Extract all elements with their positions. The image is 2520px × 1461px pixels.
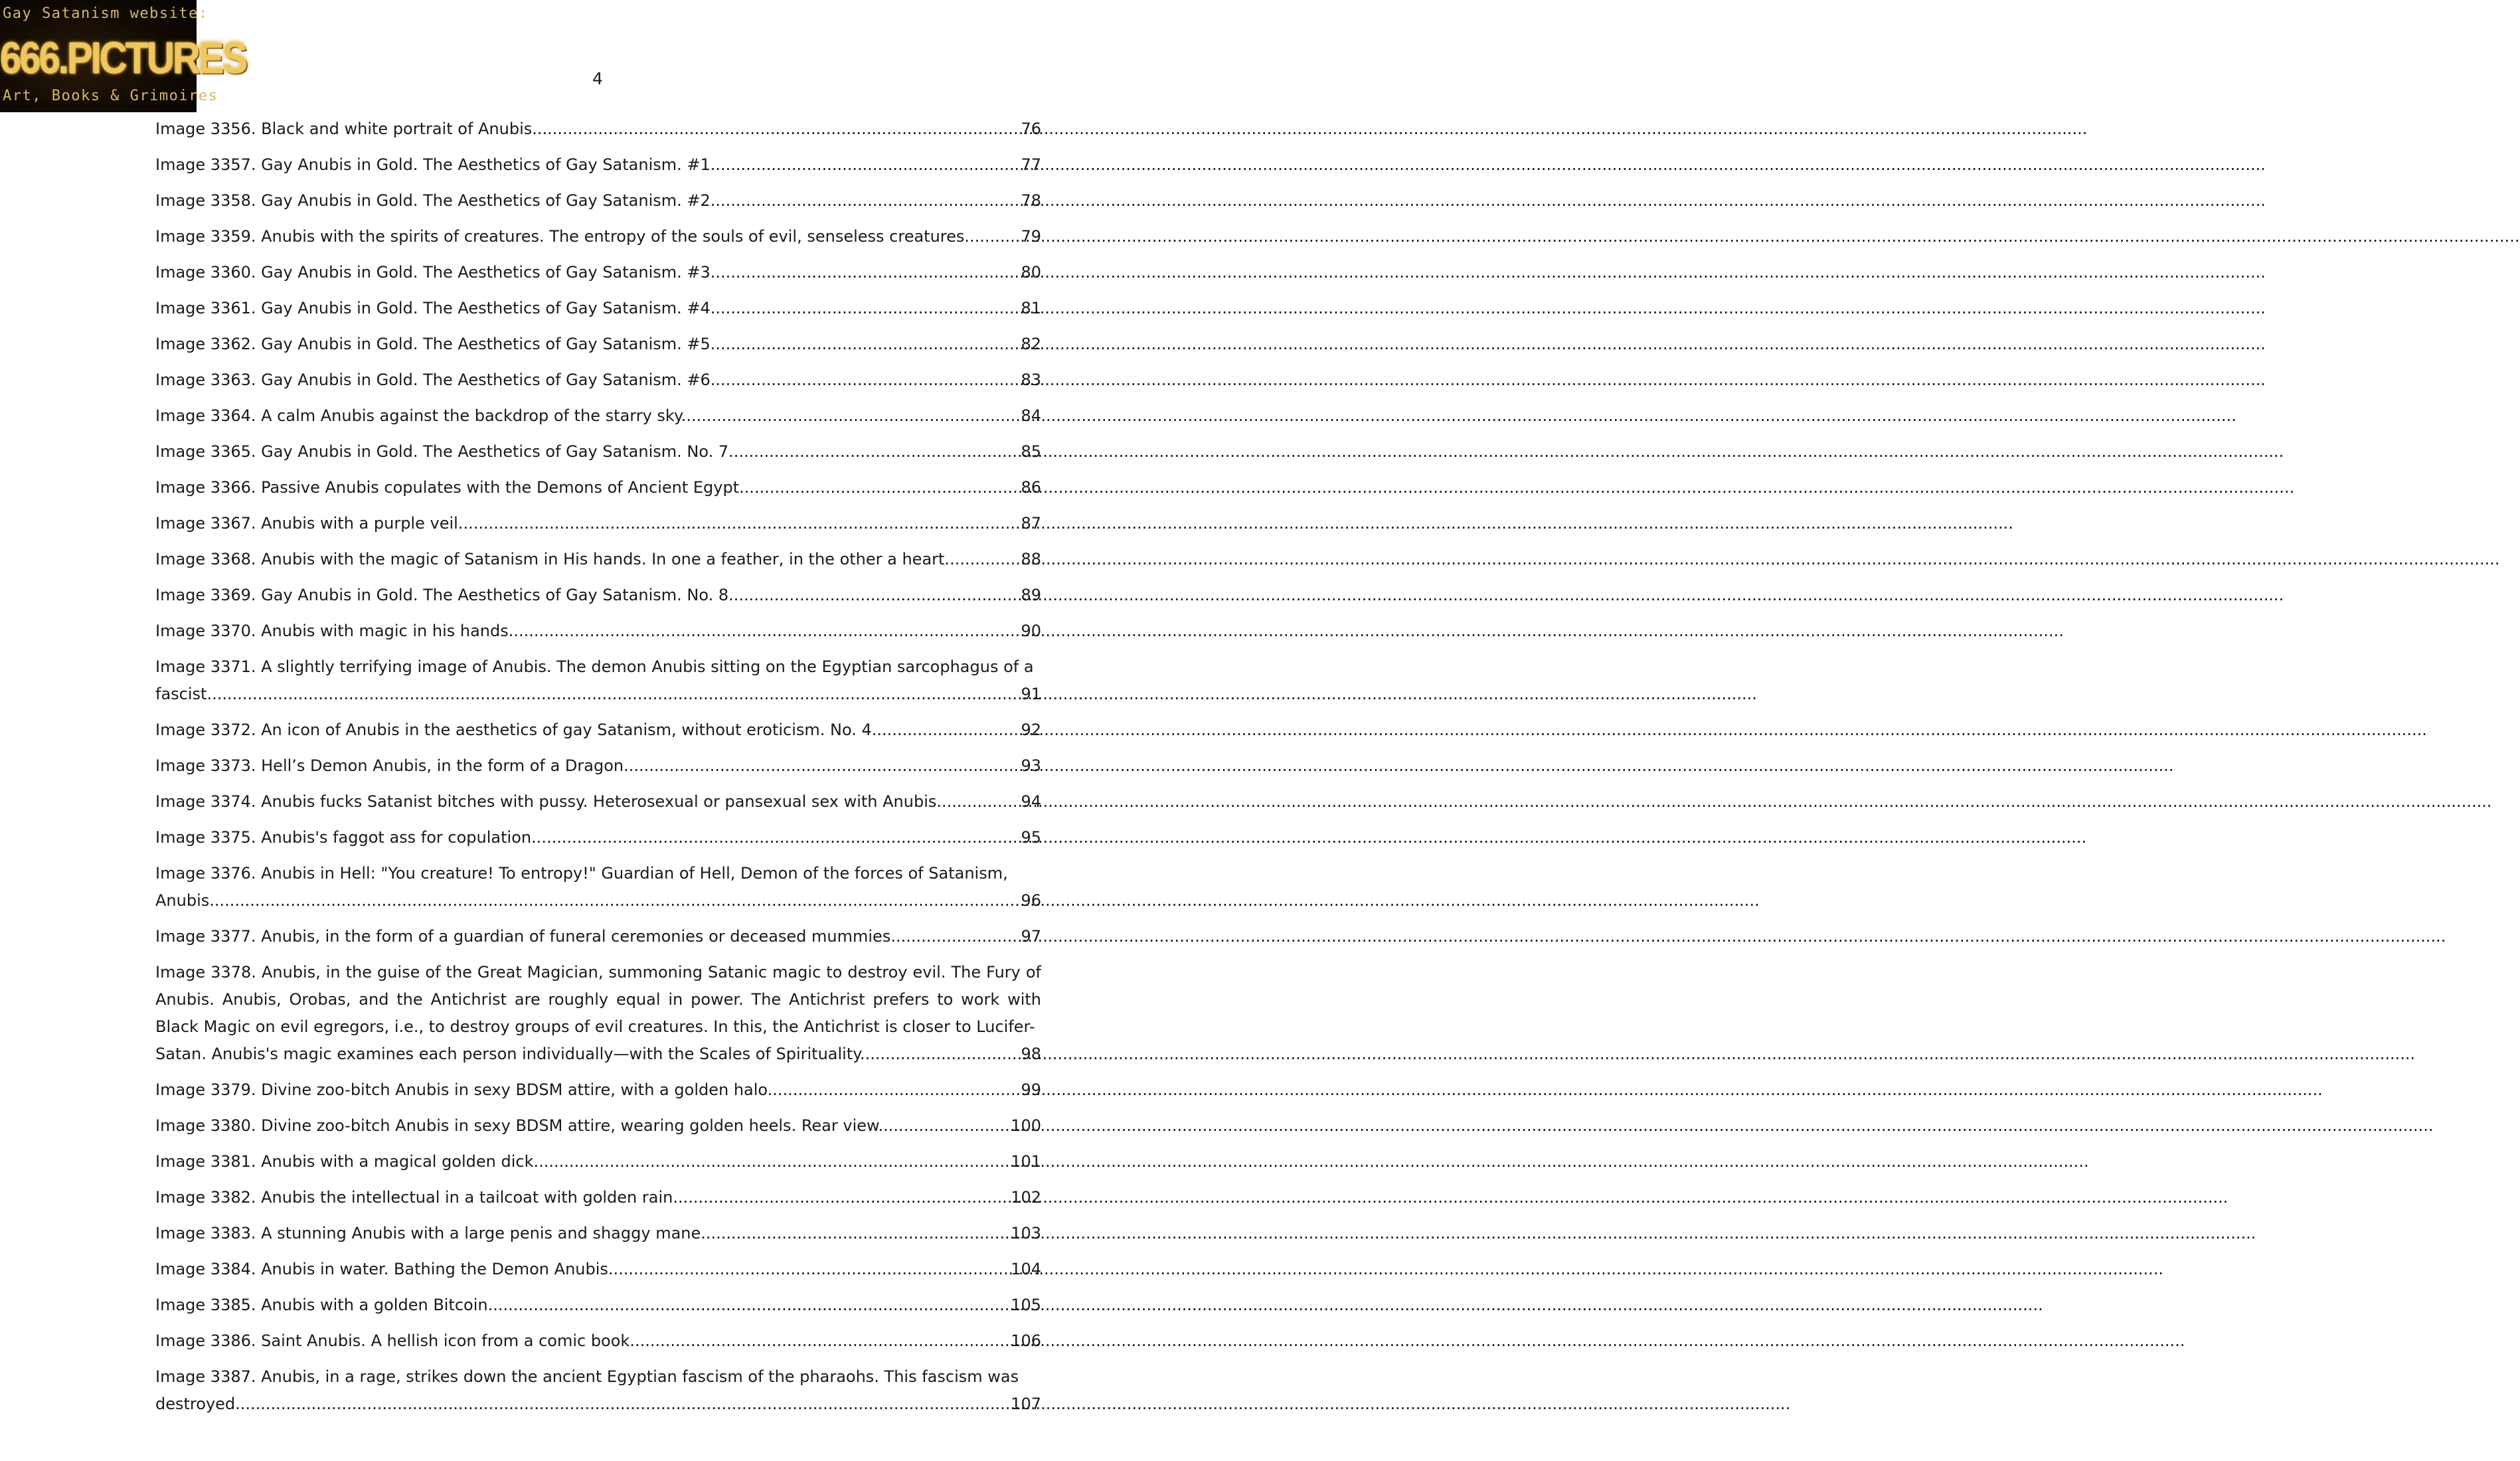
toc-entry-page: 80: [1021, 263, 1041, 282]
toc-entry-page: 96: [1021, 891, 1041, 910]
toc-entry-page: 107: [1011, 1395, 1041, 1413]
toc-entry-last-line: [155, 887, 1041, 914]
toc-entry[interactable]: [155, 824, 1041, 851]
toc-entry-title: Image 3382. Anubis the intellectual in a tailcoat with golden rain.: [155, 1188, 678, 1207]
toc-entry[interactable]: [155, 582, 1041, 609]
toc-leader-dots: [715, 367, 1021, 394]
toc-entry[interactable]: [155, 923, 1041, 950]
toc-entry-page: 91: [1021, 685, 1041, 703]
toc-entry-title: Image 3364. A calm Anubis against the backdrop of the starry sky.: [155, 406, 687, 425]
toc-leader-dots: [734, 582, 1021, 609]
toc-leader-dots: [883, 1112, 1011, 1140]
toc-entry[interactable]: [155, 1112, 1041, 1140]
toc-entry-page: 105: [1011, 1296, 1041, 1314]
toc-entry-title: Image 3380. Divine zoo-bitch Anubis in sexy BDSM attire, wearing golden heels. Rear view.: [155, 1116, 884, 1135]
toc-entry-page: 104: [1011, 1260, 1041, 1278]
toc-entry-page: 106: [1011, 1332, 1041, 1350]
toc-entry-page: 81: [1021, 299, 1041, 317]
logo-wordmark: 666.PICTURES: [0, 33, 246, 83]
toc-entry-page: 97: [1021, 927, 1041, 946]
toc-entry[interactable]: [155, 1256, 1041, 1283]
toc-entry-title: Image 3372. An icon of Anubis in the aesthetics of gay Satanism, without eroticism. No. 4.: [155, 721, 877, 739]
toc-entry[interactable]: [155, 474, 1041, 501]
toc-entry[interactable]: [155, 618, 1041, 645]
toc-leader-dots: [493, 1292, 1011, 1319]
toc-entry-page: 94: [1021, 792, 1041, 811]
toc-entry-title: Image 3369. Gay Anubis in Gold. The Aesthetics of Gay Satanism. No. 8.: [155, 586, 734, 604]
table-of-contents: [155, 116, 1041, 1426]
toc-entry-title: Image 3384. Anubis in water. Bathing the Demon Anubis.: [155, 1260, 614, 1278]
toc-leader-dots: [240, 1391, 1011, 1418]
toc-leader-dots: [539, 1148, 1011, 1175]
toc-entry[interactable]: [155, 1292, 1041, 1319]
toc-leader-dots: [715, 151, 1021, 179]
toc-entry-title: Image 3366. Passive Anubis copulates with the Demons of Ancient Egypt.: [155, 478, 744, 497]
toc-entry-title: Image 3374. Anubis fucks Satanist bitches with pussy. Heterosexual or pansexual sex with Anubis.: [155, 792, 942, 811]
toc-leader-dots: [715, 295, 1021, 322]
toc-entry-page: 85: [1021, 442, 1041, 461]
toc-leader-dots: [614, 1256, 1011, 1283]
toc-entry[interactable]: [155, 959, 1041, 1068]
toc-entry[interactable]: [155, 1184, 1041, 1211]
toc-entry-last-line: [155, 681, 1041, 708]
toc-leader-dots: [624, 752, 1021, 780]
toc-leader-dots: [950, 546, 1021, 573]
toc-entry-last-line: [155, 1041, 1041, 1068]
site-logo: [0, 0, 246, 112]
toc-entry-page: 78: [1021, 191, 1041, 210]
toc-entry-page: 77: [1021, 155, 1041, 174]
toc-leader-dots: [513, 618, 1021, 645]
toc-entry-page: 90: [1021, 622, 1041, 640]
toc-leader-dots: [942, 788, 1021, 816]
toc-entry-title-continuation: Anubis: [155, 891, 210, 910]
toc-entry[interactable]: [155, 116, 1041, 143]
toc-entry-title: Image 3376. Anubis in Hell: "You creature! To entropy!" Guardian of Hell, Demon of the forces of Satanism,: [155, 864, 1008, 883]
toc-entry[interactable]: [155, 717, 1041, 744]
toc-entry-page: 86: [1021, 478, 1041, 497]
toc-entry[interactable]: [155, 788, 1041, 816]
toc-entry-page: 102: [1011, 1188, 1041, 1207]
toc-entry[interactable]: [155, 438, 1041, 466]
logo-tagline-bottom: Art, Books & Grimoires: [3, 88, 218, 104]
toc-entry-page: 89: [1021, 586, 1041, 604]
toc-entry-title: Image 3373. Hell’s Demon Anubis, in the form of a Dragon: [155, 756, 624, 775]
toc-entry-title: Image 3379. Divine zoo-bitch Anubis in sexy BDSM attire, with a golden halo.: [155, 1080, 773, 1099]
toc-entry-title: Image 3357. Gay Anubis in Gold. The Aesthetics of Gay Satanism. #1.: [155, 155, 716, 174]
toc-entry[interactable]: [155, 1148, 1041, 1175]
toc-entry-page: 98: [1021, 1045, 1041, 1063]
toc-entry-page: 103: [1011, 1224, 1041, 1243]
toc-entry[interactable]: [155, 295, 1041, 322]
page-number: 4: [592, 69, 603, 88]
toc-entry-page: 82: [1021, 335, 1041, 353]
toc-entry-title: Image 3378. Anubis, in the guise of the Great Magician, summoning Satanic magic to destroy evil. The Fury of Anubis. Anubis, Orobas, and the Antichrist are roughly equal in power. The Antichrist prefers to work with Black Magic on evil egregors, i.e., to destroy groups of evil creatures. In this, the Antichrist is closer to Lucifer-: [155, 963, 1041, 1036]
toc-leader-dots: [772, 1076, 1021, 1104]
toc-leader-dots: [715, 259, 1021, 286]
toc-entry-title-continuation: Satan. Anubis's magic examines each person individually—with the Scales of Spirituality.: [155, 1045, 865, 1063]
toc-entry-title: Image 3368. Anubis with the magic of Satanism in His hands. In one a feather, in the other a heart.: [155, 550, 950, 568]
toc-entry-title: Image 3367. Anubis with a purple veil.: [155, 514, 463, 533]
toc-entry-page: 88: [1021, 550, 1041, 568]
toc-leader-dots: [877, 717, 1021, 744]
toc-entry-page: 99: [1021, 1080, 1041, 1099]
toc-entry-page: 84: [1021, 406, 1041, 425]
toc-leader-dots: [744, 474, 1021, 501]
toc-entry-title: Image 3360. Gay Anubis in Gold. The Aesthetics of Gay Satanism. #3.: [155, 263, 716, 282]
toc-entry-title: Image 3377. Anubis, in the form of a guardian of funeral ceremonies or deceased mummies.: [155, 927, 896, 946]
toc-entry[interactable]: [155, 1363, 1041, 1418]
toc-entry[interactable]: [155, 1220, 1041, 1247]
toc-leader-dots: [715, 331, 1021, 358]
toc-entry-title: Image 3375. Anubis's faggot ass for copulation.: [155, 828, 537, 847]
toc-entry[interactable]: [155, 510, 1041, 537]
toc-entry-title: Image 3385. Anubis with a golden Bitcoin.: [155, 1296, 493, 1314]
toc-entry[interactable]: [155, 331, 1041, 358]
toc-entry-title: Image 3356. Black and white portrait of Anubis.: [155, 120, 537, 138]
toc-leader-dots: [678, 1184, 1011, 1211]
toc-entry-title-continuation: fascist: [155, 685, 207, 703]
toc-entry-page: 92: [1021, 721, 1041, 739]
toc-entry[interactable]: [155, 860, 1041, 914]
logo-tagline-top: Gay Satanism website:: [3, 5, 209, 22]
toc-entry-title: Image 3371. A slightly terrifying image of Anubis. The demon Anubis sitting on the Egyptian sarcophagus of a: [155, 657, 1034, 676]
toc-entry[interactable]: [155, 1076, 1041, 1104]
toc-entry-title: Image 3361. Gay Anubis in Gold. The Aesthetics of Gay Satanism. #4.: [155, 299, 716, 317]
toc-entry-page: 93: [1021, 756, 1041, 775]
toc-entry[interactable]: [155, 653, 1041, 708]
toc-entry-title: Image 3358. Gay Anubis in Gold. The Aesthetics of Gay Satanism. #2.: [155, 191, 716, 210]
toc-entry[interactable]: [155, 259, 1041, 286]
toc-entry-page: 76: [1021, 120, 1041, 138]
toc-leader-dots: [686, 402, 1021, 430]
toc-entry-page: 95: [1021, 828, 1041, 847]
toc-entry-page: 87: [1021, 514, 1041, 533]
toc-entry[interactable]: [155, 151, 1041, 179]
toc-entry[interactable]: [155, 402, 1041, 430]
toc-entry-title-continuation: destroyed.: [155, 1395, 240, 1413]
toc-entry-last-line: [155, 1391, 1041, 1418]
toc-entry-title: Image 3387. Anubis, in a rage, strikes down the ancient Egyptian fascism of the pharaohs. This fascism was: [155, 1367, 1019, 1386]
toc-leader-dots: [463, 510, 1021, 537]
toc-entry[interactable]: [155, 546, 1041, 573]
toc-leader-dots: [207, 681, 1021, 708]
toc-entry[interactable]: [155, 1328, 1041, 1355]
toc-leader-dots: [865, 1041, 1021, 1068]
toc-entry-page: 83: [1021, 371, 1041, 389]
toc-entry-title: Image 3359. Anubis with the spirits of creatures. The entropy of the souls of evil, senseless creatures.: [155, 227, 970, 246]
toc-leader-dots: [715, 187, 1021, 215]
toc-leader-dots: [537, 824, 1021, 851]
toc-entry-title: Image 3363. Gay Anubis in Gold. The Aesthetics of Gay Satanism. #6.: [155, 371, 716, 389]
toc-entry-page: 101: [1011, 1152, 1041, 1171]
toc-leader-dots: [209, 887, 1021, 914]
toc-entry[interactable]: [155, 367, 1041, 394]
toc-entry-page: 100: [1011, 1116, 1041, 1135]
toc-leader-dots: [969, 223, 1021, 250]
toc-entry-title: Image 3365. Gay Anubis in Gold. The Aesthetics of Gay Satanism. No. 7.: [155, 442, 734, 461]
toc-entry-title: Image 3383. A stunning Anubis with a large penis and shaggy mane.: [155, 1224, 706, 1243]
toc-entry-title: Image 3362. Gay Anubis in Gold. The Aesthetics of Gay Satanism. #5.: [155, 335, 716, 353]
toc-leader-dots: [635, 1328, 1011, 1355]
toc-entry[interactable]: [155, 752, 1041, 780]
toc-entry-title: Image 3370. Anubis with magic in his hands.: [155, 622, 514, 640]
toc-entry[interactable]: [155, 223, 1041, 250]
toc-entry-page: 79: [1021, 227, 1041, 246]
toc-leader-dots: [706, 1220, 1011, 1247]
toc-entry-title: Image 3381. Anubis with a magical golden dick.: [155, 1152, 539, 1171]
toc-entry-title: Image 3386. Saint Anubis. A hellish icon from a comic book.: [155, 1332, 635, 1350]
toc-leader-dots: [896, 923, 1021, 950]
toc-entry[interactable]: [155, 187, 1041, 215]
toc-leader-dots: [537, 116, 1021, 143]
toc-leader-dots: [734, 438, 1021, 466]
